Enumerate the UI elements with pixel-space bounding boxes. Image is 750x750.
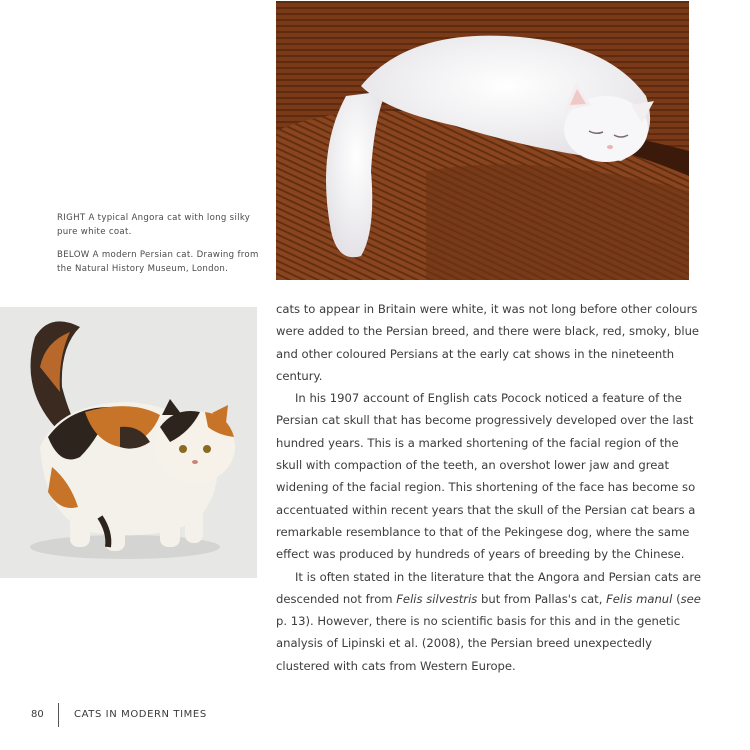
persian-cat-illustration [0, 307, 257, 578]
paragraph-2: In his 1907 account of English cats Pocock noticed a feature of the Persian cat skull that has become progressively developed over the last hundred years. This is a marked shortening of the facial region of the skull with compaction of the teeth, an overshot lower jaw and great widening of the facial region. This shortening of the face has become so accentuated within recent years that the skull of the Persian cat bears a remarkable resemblance to that of the Pekingese dog, where the same effect was produced by hundreds of years of breeding by the Chinese. [276, 391, 696, 562]
persian-cat-drawing [0, 307, 257, 578]
caption-below [57, 248, 267, 276]
species-felis-manul: Felis manul [606, 591, 673, 606]
paragraph-3-part-b: but from Pallas's cat, [477, 591, 607, 606]
angora-cat-illustration [276, 1, 689, 280]
see-reference: see [680, 591, 701, 606]
section-title: CATS IN MODERN TIMES [74, 709, 207, 720]
caption-right [57, 211, 267, 239]
paragraph-3-part-d: p. 13). However, there is no scientific basis for this and in the genetic analysis of Lipinski et al. (2008), the Persian breed unexpectedly clustered with cats from Western Europe. [276, 614, 681, 673]
paragraph-3-part-c: ( [672, 591, 681, 606]
page-footer [0, 700, 750, 730]
caption-right-text: A typical Angora cat with long silky pure white coat. [57, 213, 251, 237]
paragraph-3-part-a: It is often stated in the literature that the Angora and Persian cats are descended not from [276, 569, 701, 606]
page-number: 80 [31, 709, 44, 720]
species-felis-silvestris: Felis silvestris [396, 591, 478, 606]
paragraph-3 [276, 566, 701, 677]
caption-below-label: BELOW [57, 250, 90, 260]
footer-divider [58, 703, 59, 727]
photo-caption [57, 211, 267, 285]
angora-cat-photo [276, 1, 689, 280]
paragraph-1: cats to appear in Britain were white, it was not long before other colours were added to the Persian breed, and there were black, red, smoky, blue and other coloured Persians at the early cat shows in the nineteenth century. [276, 302, 700, 383]
caption-below-text: A modern Persian cat. Drawing from the Natural History Museum, London. [57, 250, 259, 274]
article-body [276, 298, 701, 677]
caption-right-label: RIGHT [57, 213, 86, 223]
